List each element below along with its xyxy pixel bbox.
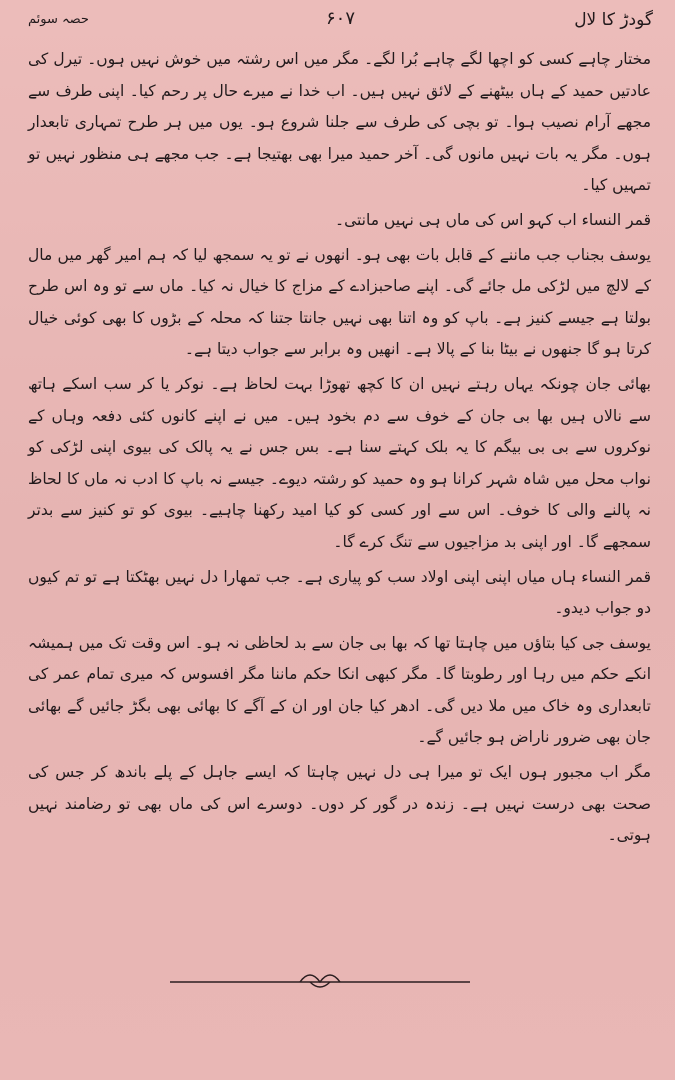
running-title: گودڑ کا لال xyxy=(574,10,653,30)
paragraph: یوسف جی کیا بتاؤں میں چاہتا تھا کہ بھا بی جان سے بد لحاظی نہ ہو۔ اس وقت تک میں ہمیشہ انکے حکم میں رہا اور رطوبتا گا۔ مگر کبھی انکا حکم ماننا مگر افسوس کہ میری تمام عمر کی تابعداری وہ خاک میں ملا دیں گی۔ ادھر کیا جان اور ان کے آگے کا بھائی بھی بگڑ جائیں گے بھائی جان بھی ضرور ناراض ہو جائیں گے۔ xyxy=(28,633,651,747)
end-flourish-icon xyxy=(170,966,470,996)
page-number: ۶۰۷ xyxy=(325,8,356,29)
paragraph: مگر اب مجبور ہوں ایک تو میرا ہی دل نہیں چاہتا کہ ایسے جاہل کے پلے باندھ کر جس کی صحت بھی درست نہیں ہے۔ زندہ در گور کر دوں۔ دوسرے اس کی ماں بھی تو رضامند نہیں ہوتی۔ xyxy=(28,763,651,845)
paragraph: قمر النساء ہاں میاں اپنی اپنی اولاد سب کو پیاری ہے۔ جب تمھارا دل نہیں بھٹکتا ہے تو تم کیوں دو جواب دیدو۔ xyxy=(28,567,651,618)
page-header xyxy=(28,6,653,40)
paragraph: یوسف بجناب جب ماننے کے قابل بات بھی ہو۔ انھوں نے تو یہ سمجھ لیا کہ ہم امیر گھر میں مال کے لالچ میں لڑکی مل جائے گی۔ اپنے صاحبزادے کے مزاج کا خیال نہ کیا۔ ماں سے تو وہ اس طرح بولتا ہے جیسے کنیز ہے۔ باپ کو وہ اتنا بھی نہیں جانتا جتنا کہ محلہ کے بڑوں کا بھی کوئی خیال کرتا ہو گا جنھوں نے بیٹا بنا کے پالا ہے۔ انھیں وہ برابر سے جواب دیتا ہے۔ xyxy=(28,245,651,359)
part-label: حصہ سوئم xyxy=(28,12,89,27)
paragraph: قمر النساء اب کہو اس کی ماں ہی نہیں مانتی۔ xyxy=(334,210,651,229)
page-body xyxy=(28,44,651,852)
paragraph: بھائی جان چونکہ یہاں رہتے نہیں ان کا کچھ تھوڑا بہت لحاظ ہے۔ نوکر یا کر سب اسکے ہاتھ سے نالاں ہیں بھا بی جان کے خوف سے دم بخود ہیں۔ میں نے اپنے کانوں کئی دفعہ وہاں کے نوکروں سے بی بی بیگم کا یہ بلک کہتے سنا ہے۔ بس جس نے یہ پالک کی بیوی اپنی لڑکی کو نواب محل میں شاہ شہر کرانا ہو وہ حمید کو رشتہ دیوے۔ جیسے نہ باپ کا ادب نہ ماں کا لحاظ نہ پالنے والی کا خوف۔ اس سے اور کسی کو کیا امید رکھنا چاہیے۔ بیوی کو تو کنیز سے بدتر سمجھے گا۔ اور اپنی بد مزاجیوں سے تنگ کرے گا۔ xyxy=(28,374,651,551)
paragraph: مختار چاہے کسی کو اچھا لگے چاہے بُرا لگے۔ مگر میں اس رشتہ میں خوش نہیں ہوں۔ تیرل کی عادتیں حمید کے ہاں بیٹھنے کے لائق نہیں ہیں۔ اب خدا نے میرے حال پر رحم کیا۔ اپنی طرف سے مجھے آرام نصیب ہوا۔ تو بچی کی طرف سے جلنا شروع ہو۔ یوں میں ہر طرح تمہاری تابعدار ہوں۔ مگر یہ بات نہیں مانوں گی۔ آخر حمید میرا بھی بھتیجا ہے۔ جب مجھے ہی منظور نہیں تو تمہیں کیا۔ xyxy=(28,50,651,195)
